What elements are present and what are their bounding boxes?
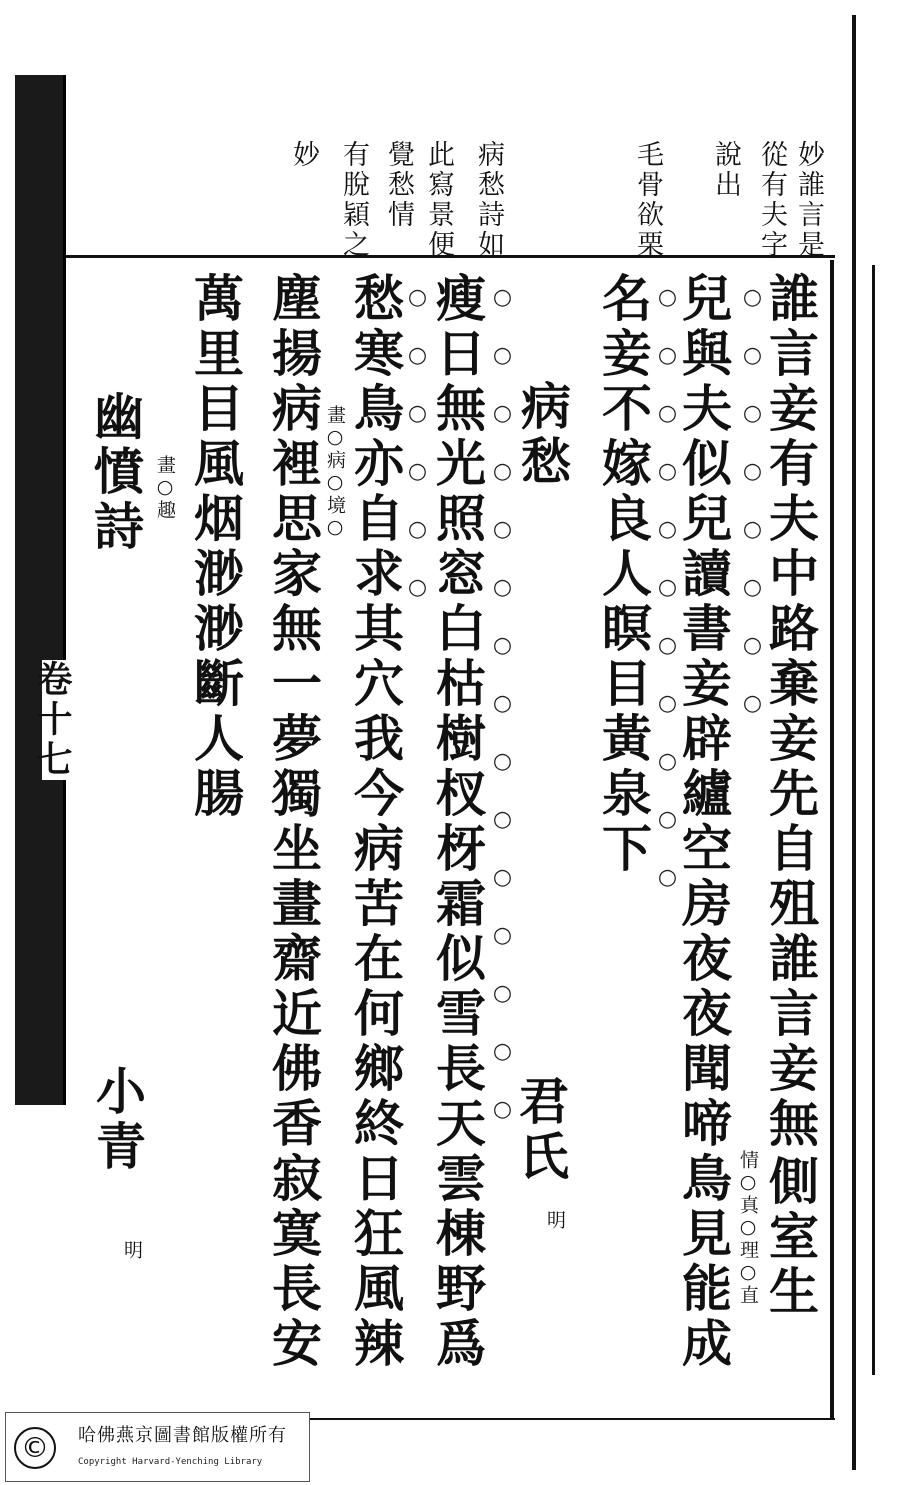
spine-label: 卷十七 [42, 660, 78, 780]
header-note: 覺愁情 [383, 140, 414, 230]
header-note: 毛骨欲栗 [632, 140, 663, 260]
interlinear-note: 情○真○理○直 [737, 1150, 759, 1306]
header-note: 有脫穎之 [338, 140, 369, 260]
poem-line: 瘦日無光照窓白枯樹杈枒霜似雪長天雲棟野爲 [428, 272, 487, 1372]
poem-line: 兒與夫似兒讀書妾辟纑空房夜夜聞啼鳥見能成 [674, 272, 733, 1372]
poem-line: 塵揚病裡思家無一夢獨坐畫齋近佛香寂寞長安 [264, 272, 323, 1372]
right-margin-bar [872, 265, 875, 1375]
header-note: 此寫景便 [423, 140, 454, 260]
poem-line: 誰言妾有夫中路棄妾先自殂誰言妾無 [761, 272, 820, 1152]
header-note: 妙誰言是 [793, 140, 824, 260]
outer-right-border [852, 15, 856, 1470]
poem-author: 君氏 [511, 1075, 570, 1185]
copyright-stamp [5, 1412, 310, 1482]
header-note: 說出 [710, 140, 741, 200]
book-spine [15, 75, 66, 1105]
emphasis-dots: ○○○○○○○○○○○○○○○ [490, 285, 515, 1155]
poem-line: 萬里目風烟渺渺斷人腸 [186, 272, 245, 822]
poem-line: 名妾不嫁良人瞑目黃泉下 [594, 272, 653, 877]
header-note: 從有夫字 [756, 140, 787, 260]
emphasis-dots: ○○○○○○○○○○○ [655, 285, 680, 923]
inner-right-border [830, 260, 834, 1420]
copyright-english: Copyright Harvard-Yenching Library [78, 1457, 263, 1467]
emphasis-dots: ○○○○○○○○ [740, 285, 765, 749]
header-note: 妙 [288, 140, 319, 170]
poem-author: 小青 [88, 1065, 147, 1175]
poem-title: 幽憤詩 [86, 390, 145, 555]
poem-dynasty: 明 [544, 1210, 566, 1231]
header-note: 病愁詩如 [473, 140, 504, 260]
poem-dynasty: 明 [121, 1240, 143, 1261]
poem-title: 病愁 [513, 380, 572, 490]
interlinear-note: 畫○病○境○ [324, 405, 346, 540]
copyright-icon: © [14, 1427, 56, 1469]
interlinear-note: 畫○趣 [154, 455, 176, 521]
emphasis-dots: ○○○○○○ [405, 285, 430, 633]
poem-author: 側室生 [761, 1155, 820, 1320]
copyright-chinese: 哈佛燕京圖書館版權所有 [78, 1425, 287, 1446]
poem-line: 愁寒鳥亦自求其穴我今病苦在何鄉終日狂風辣 [346, 272, 405, 1372]
